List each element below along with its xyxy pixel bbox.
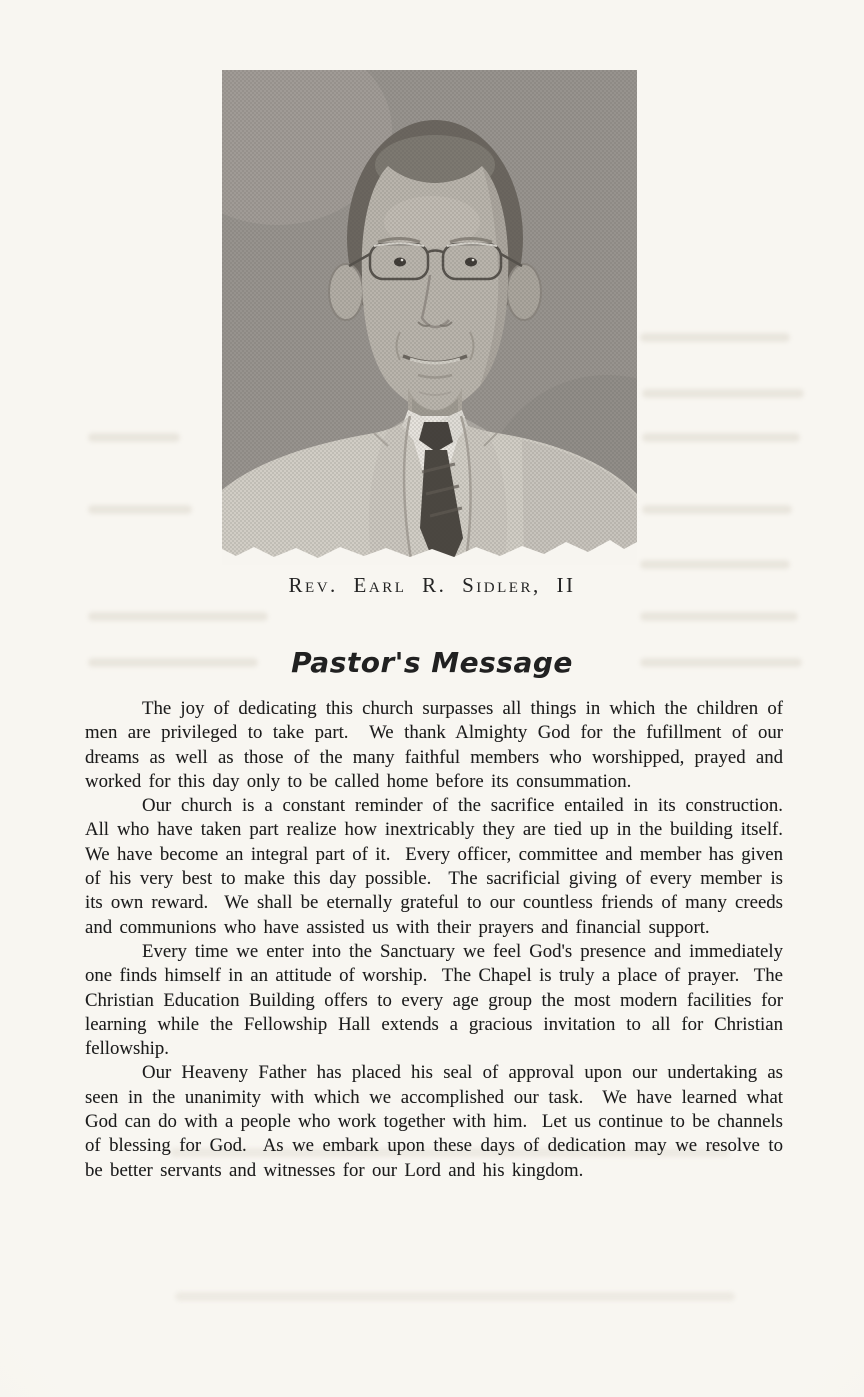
photo-caption: Rev. Earl R. Sidler, II bbox=[288, 573, 576, 597]
bleed-through-artifact bbox=[642, 389, 804, 398]
bleed-through-artifact bbox=[88, 612, 268, 621]
message-body bbox=[85, 697, 798, 1183]
bleed-through-artifact bbox=[88, 505, 192, 514]
bleed-through-artifact bbox=[640, 612, 798, 621]
paragraph-3: Every time we enter into the Sanctuary we feel God's presence and immediately one finds himself in an attitude of worship. The Chapel is truly a place of prayer. The Christian Education Building offers to every age group the most modern facilities for learning while the Fellowship Hall extends a gracious invitation to all for Christian fellowship. bbox=[85, 940, 791, 1060]
pastor-portrait-illustration bbox=[222, 70, 637, 565]
bleed-through-artifact bbox=[640, 560, 790, 569]
bleed-through-artifact bbox=[88, 433, 180, 442]
paragraph-1: The joy of dedicating this church surpasses all things in which the children of men are privileged to take part. We thank Almighty God for the fufillment of our dreams as well as those of the many faithful members who worshipped, prayed and worked for this day only to be called home before its consummation. bbox=[85, 698, 791, 792]
page-title: Pastor's Message bbox=[291, 646, 573, 679]
paragraph-2: Our church is a constant reminder of the sacrifice entailed in its construction. All who have taken part realize how inextricably they are tied up in the building itself. We have become an integral part of it. Every officer, committee and member has given of his very best to make this day possible. The sacrificial giving of every member is its own reward. We shall be eternally grateful to our countless friends of many creeds and communions who have assisted us with their prayers and financial support. bbox=[85, 795, 798, 938]
paragraph-4: Our Heaveny Father has placed his seal of approval upon our undertaking as seen in the unanimity with which we accomplished our task. We have learned what God can do with a people who work together with him. Let us continue to be channels of blessing for God. As we embark upon these days of dedication may we resolve to be better servants and witnesses for our Lord and his kingdom. bbox=[85, 1062, 791, 1181]
bleed-through-artifact bbox=[642, 433, 800, 442]
bleed-through-artifact bbox=[175, 1292, 735, 1301]
bleed-through-artifact bbox=[642, 505, 792, 514]
bleed-through-artifact bbox=[640, 333, 790, 342]
pastor-portrait-photo bbox=[222, 70, 637, 565]
